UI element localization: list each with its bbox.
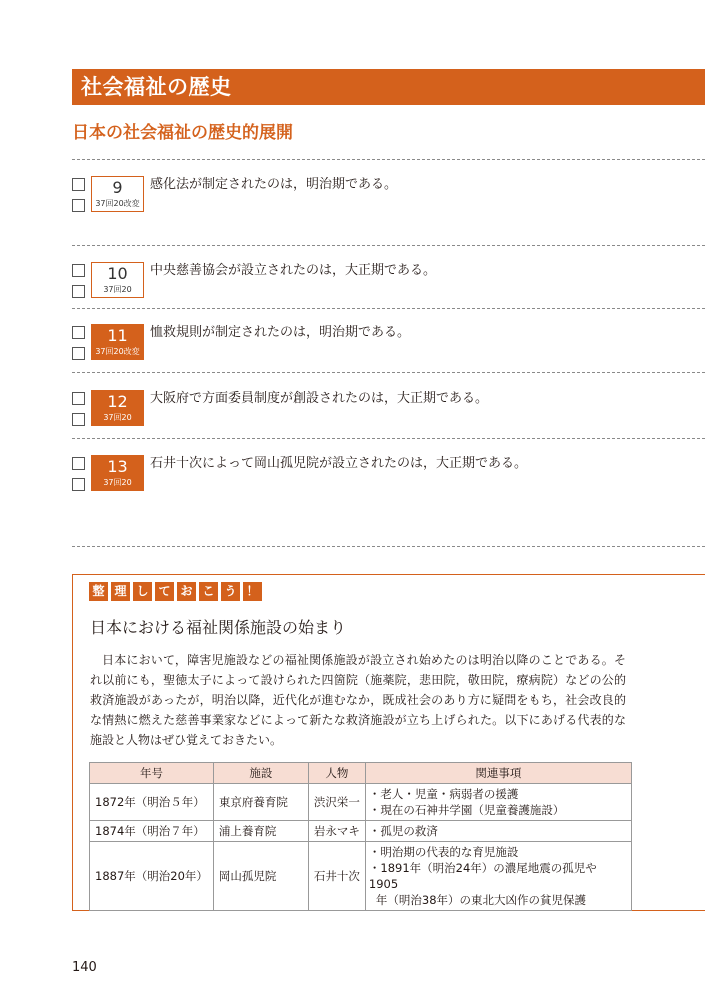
- page-number: 140: [72, 960, 97, 975]
- check-box[interactable]: [72, 178, 85, 191]
- badge-char: こ: [199, 582, 218, 601]
- facility-cell: 岡山孤児院: [213, 842, 308, 911]
- related-item: ・孤児の救済: [368, 824, 438, 838]
- check-box[interactable]: [72, 199, 85, 212]
- question-item: [72, 176, 705, 220]
- question-number: 13: [107, 457, 128, 476]
- check-box[interactable]: [72, 285, 85, 298]
- facility-cell: 浦上養育院: [213, 821, 308, 842]
- check-box[interactable]: [72, 326, 85, 339]
- related-cell: [365, 784, 631, 821]
- column-header: 年号: [90, 763, 214, 784]
- related-item: ・現在の石神井学園（児童養護施設）: [368, 803, 565, 817]
- badge-char: う: [221, 582, 240, 601]
- question-number-badge: [91, 324, 144, 360]
- summary-body: 日本において，障害児施設などの福祉関係施設が設立され始めたのは明治以降のことである。それ以前にも，聖徳太子によって設けられた四箇院（施薬院，悲田院，敬田院，療病院）などの公的救済施設があったが，明治以降，近代化が進むなか，既成社会のあり方に疑問をもち，社会改良的な情熱に燃えた慈善事業家などによって新たな救済施設が立ち上げられた。以下にあげる代表的な施設と人物はぜひ覚えておきたい。: [90, 653, 626, 747]
- question-item: [72, 455, 705, 499]
- question-source: 37回20改変: [95, 199, 140, 208]
- divider: [72, 159, 705, 160]
- summary-badge: [89, 582, 262, 601]
- facility-cell: 東京府養育院: [213, 784, 308, 821]
- check-box[interactable]: [72, 392, 85, 405]
- table-header-row: [90, 763, 632, 784]
- badge-char: て: [155, 582, 174, 601]
- related-item: ・明治期の代表的な育児施設: [368, 845, 519, 859]
- badge-char: 整: [89, 582, 108, 601]
- question-number-badge: [91, 262, 144, 298]
- question-text: 感化法が制定されたのは，明治期である。: [150, 177, 398, 192]
- check-box[interactable]: [72, 478, 85, 491]
- check-box[interactable]: [72, 347, 85, 360]
- question-number: 9: [112, 178, 123, 197]
- year-cell: 1872年（明治５年）: [90, 784, 214, 821]
- table-row: [90, 821, 632, 842]
- related-cell: [365, 821, 631, 842]
- check-box[interactable]: [72, 264, 85, 277]
- check-box[interactable]: [72, 457, 85, 470]
- question-item: [72, 390, 705, 434]
- divider: [72, 372, 705, 373]
- section-subtitle: 日本の社会福祉の歴史的展開: [72, 123, 293, 143]
- column-header: 施設: [213, 763, 308, 784]
- divider: [72, 546, 705, 547]
- history-table: [89, 762, 632, 911]
- person-cell: 石井十次: [308, 842, 365, 911]
- question-source: 37回20: [103, 285, 132, 294]
- year-cell: 1874年（明治７年）: [90, 821, 214, 842]
- chapter-title: 社会福祉の歴史: [72, 69, 705, 105]
- table-row: [90, 784, 632, 821]
- related-item: ・1891年（明治24年）の濃尾地震の孤児や1905: [368, 861, 597, 891]
- question-number: 12: [107, 392, 128, 411]
- badge-char: ！: [243, 582, 262, 601]
- question-source: 37回20: [103, 478, 132, 487]
- question-item: [72, 324, 705, 368]
- check-box[interactable]: [72, 413, 85, 426]
- question-text: 大阪府で方面委員制度が創設されたのは，大正期である。: [150, 391, 489, 406]
- related-item: 年（明治38年）の東北大凶作の貧児保護: [375, 893, 587, 907]
- person-cell: 渋沢栄一: [308, 784, 365, 821]
- table-row: [90, 842, 632, 911]
- question-item: [72, 262, 705, 306]
- summary-box: [72, 574, 705, 911]
- divider: [72, 308, 705, 309]
- summary-title: 日本における福祉関係施設の始まり: [90, 618, 347, 637]
- question-text: 恤救規則が制定されたのは，明治期である。: [150, 325, 411, 340]
- question-text: 石井十次によって岡山孤児院が設立されたのは，大正期である。: [150, 456, 528, 471]
- question-number-badge: [91, 176, 144, 212]
- question-number-badge: [91, 455, 144, 491]
- question-number: 10: [107, 264, 128, 283]
- question-source: 37回20: [103, 413, 132, 422]
- question-number-badge: [91, 390, 144, 426]
- badge-char: 理: [111, 582, 130, 601]
- year-cell: 1887年（明治20年）: [90, 842, 214, 911]
- related-cell: [365, 842, 631, 911]
- question-source: 37回20改変: [95, 347, 140, 356]
- divider: [72, 245, 705, 246]
- question-text: 中央慈善協会が設立されたのは，大正期である。: [150, 263, 437, 278]
- badge-char: し: [133, 582, 152, 601]
- related-item: ・老人・児童・病弱者の援護: [368, 787, 519, 801]
- person-cell: 岩永マキ: [308, 821, 365, 842]
- question-number: 11: [107, 326, 128, 345]
- divider: [72, 438, 705, 439]
- badge-char: お: [177, 582, 196, 601]
- column-header: 関連事項: [365, 763, 631, 784]
- column-header: 人物: [308, 763, 365, 784]
